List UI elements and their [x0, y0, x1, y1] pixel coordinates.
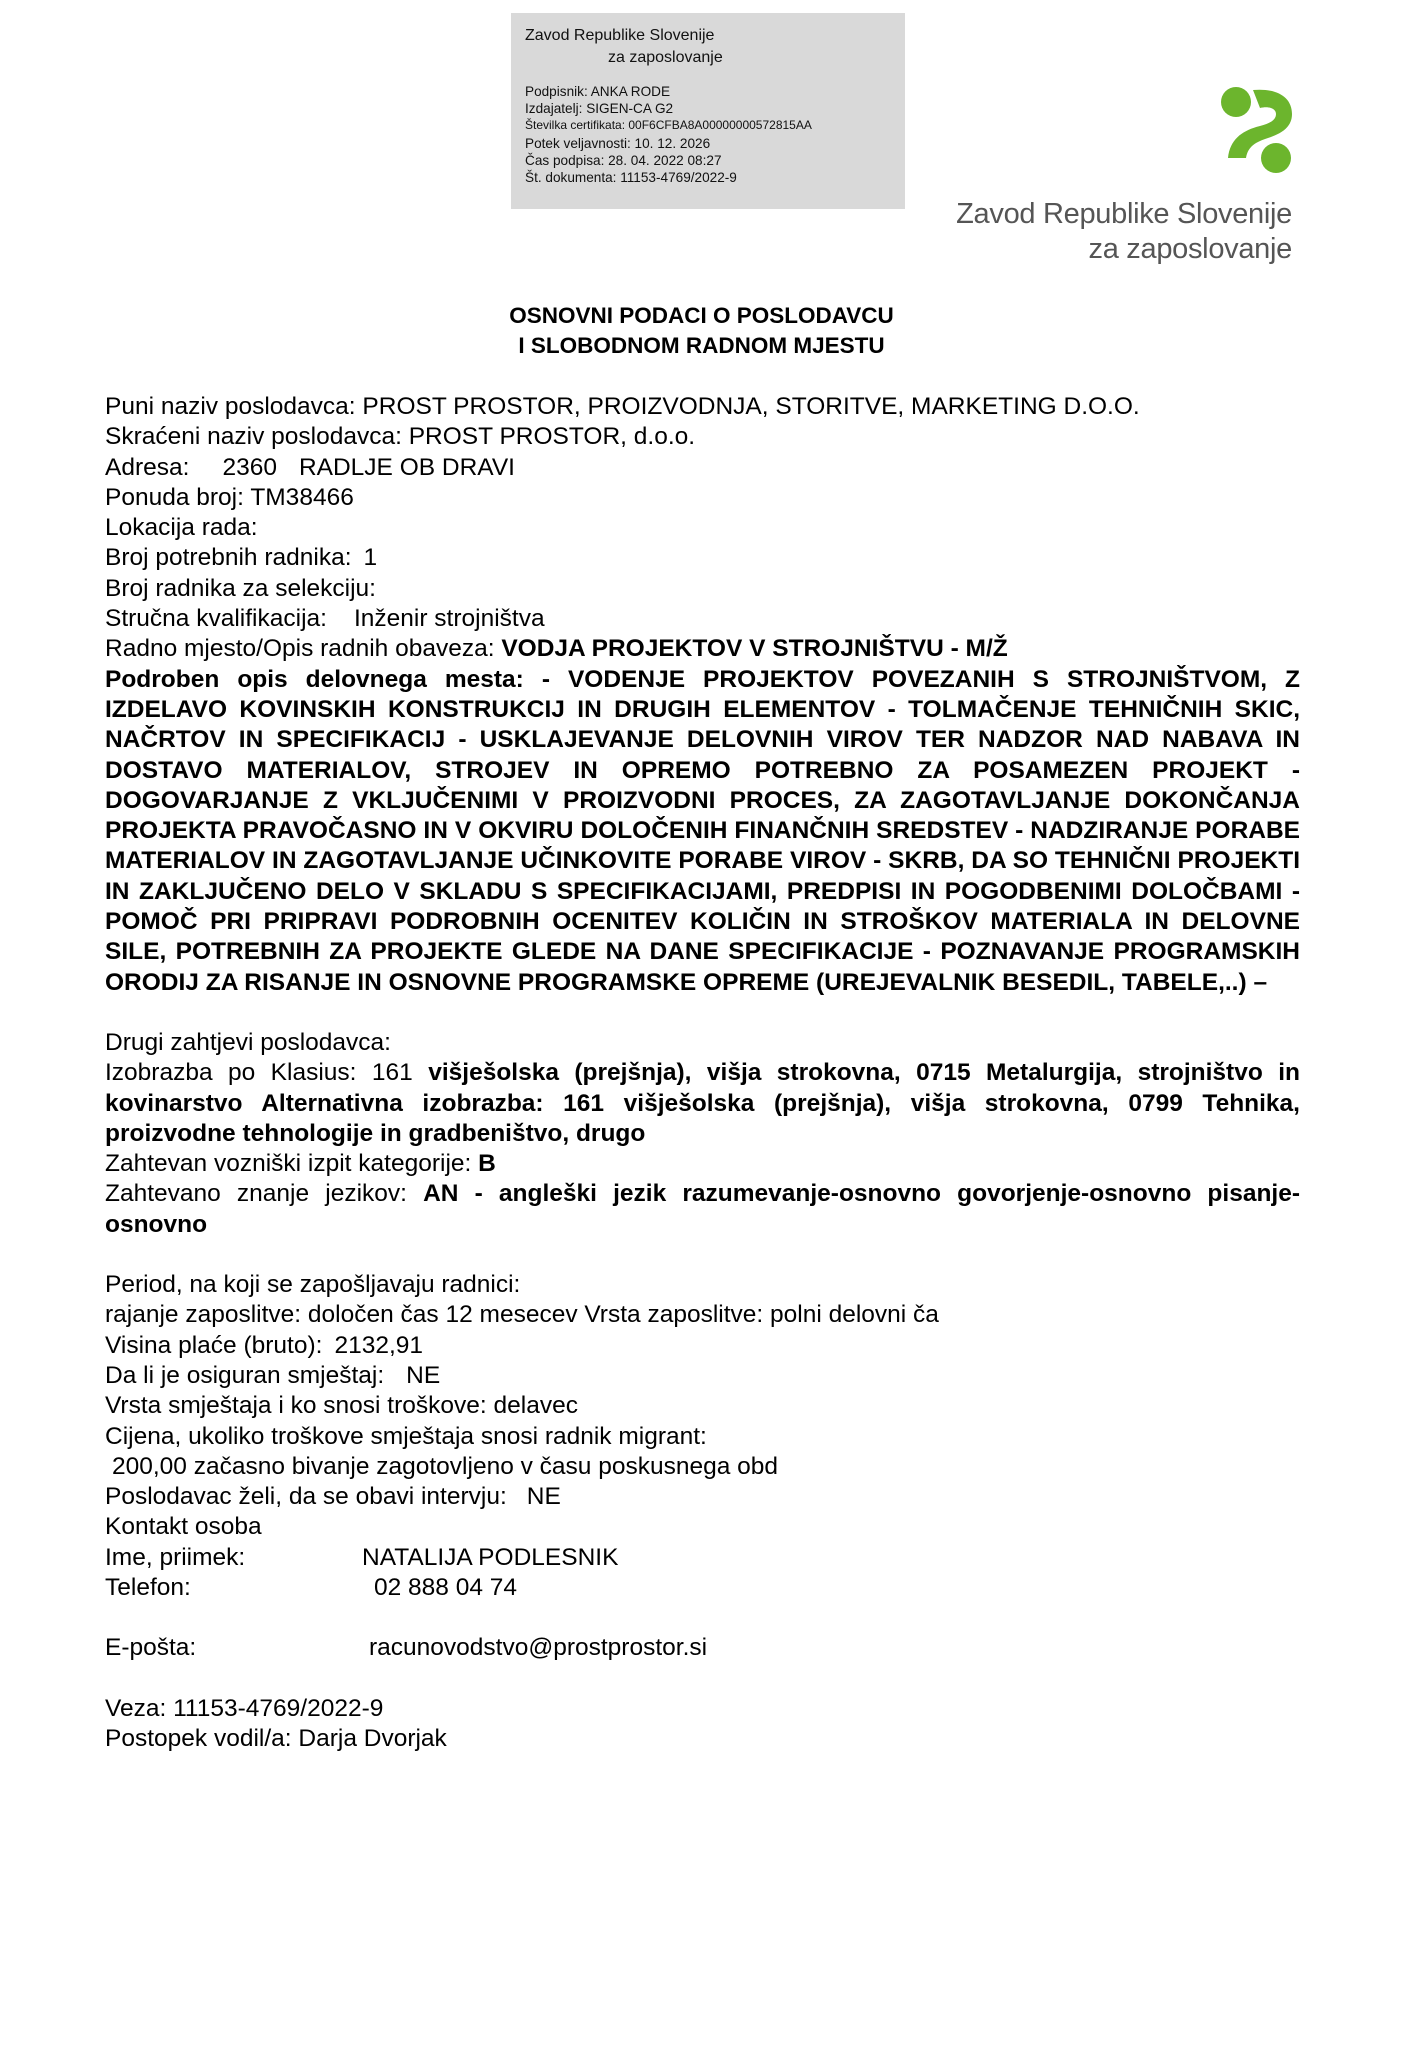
stamp-org-line1: Zavod Republike Slovenije	[525, 27, 715, 44]
qualification-value: Inženir strojništva	[353, 605, 545, 633]
contact-email-label: E-pošta:	[105, 1634, 197, 1662]
workers-selection-row	[105, 574, 1300, 604]
address-row	[105, 453, 1300, 483]
housing-type-value: delavec	[493, 1392, 578, 1420]
duration-row	[105, 1300, 1300, 1330]
education-block	[105, 1058, 1300, 1149]
position-label: Radno mjesto/Opis radnih obaveza:	[105, 635, 495, 663]
housing-value: NE	[406, 1361, 441, 1389]
stamp-signed-at: Čas podpisa: 28. 04. 2022 08:27	[525, 152, 722, 168]
position-value: VODJA PROJEKTOV V STROJNIŠTVU - M/Ž	[501, 635, 1008, 663]
housing-price-row	[105, 1452, 1300, 1482]
languages-block	[105, 1179, 1300, 1240]
contact-email-value[interactable]: racunovodstvo@prostprostor.si	[369, 1634, 708, 1662]
stamp-issuer: Izdajatelj: SIGEN-CA G2	[525, 101, 674, 117]
period-row	[105, 1270, 1300, 1300]
contact-name-row	[105, 1543, 1300, 1573]
zrss-logo-icon	[1220, 86, 1295, 174]
license-value: B	[478, 1150, 496, 1178]
short-name-row	[105, 422, 1300, 452]
stamp-details	[525, 83, 812, 186]
contact-name-label: Ime, priimek:	[105, 1543, 246, 1571]
housing-price-label-row	[105, 1422, 1300, 1452]
contact-phone-row	[105, 1573, 1300, 1603]
full-name-value: PROST PROSTOR, PROIZVODNJA, STORITVE, MARKETING D.O.O.	[362, 393, 1140, 420]
other-requirements-label: Drugi zahtjevi poslodavca:	[105, 1028, 391, 1056]
full-name-label: Puni naziv poslodavca:	[105, 393, 356, 420]
short-name-label: Skraćeni naziv poslodavca:	[105, 423, 402, 451]
qualification-row	[105, 604, 1300, 634]
address-label: Adresa:	[105, 453, 190, 481]
offer-value: TM38466	[250, 483, 354, 511]
location-label: Lokacija rada:	[105, 514, 258, 542]
contact-heading: Kontakt osoba	[105, 1513, 262, 1541]
stamp-document-no: Št. dokumenta: 11153-4769/2022-9	[525, 170, 737, 186]
contact-phone-value: 02 888 04 74	[374, 1573, 518, 1601]
reference-row: Veza: 11153-4769/2022-9	[105, 1694, 384, 1722]
workers-selection-label: Broj radnika za selekciju:	[105, 574, 376, 602]
short-name-value: PROST PROSTOR, d.o.o.	[408, 423, 696, 451]
job-description-label: Podroben opis delovnega mesta:	[105, 665, 524, 693]
job-description-text: - VODENJE PROJEKTOV POVEZANIH S STROJNIŠTVOM, Z IZDELAVO KOVINSKIH KONSTRUKCIJ IN DRUGIH ELEMENTOV - TOLMAČENJE TEHNIČNIH SKIC, NAČRTOV IN SPECIFIKACIJ - USKLAJEVANJE DELOVNIH VIROV TER NADZOR NAD NABAVA IN DOSTAVO MATERIALOV, STROJEV IN OPREMO POTREBNO ZA POSAMEZEN PROJEKT - DOGOVARJANJE Z VKLJUČENIMI V PROIZVODNI PROCES, ZA ZAGOTAVLJANJE DOKONČANJA PROJEKTA PRAVOČASNO IN V OKVIRU DOLOČENIH FINANČNIH SREDSTEV - NADZIRANJE PORABE MATERIALOV IN ZAGOTAVLJANJE UČINKOVITE PORABE VIROV - SKRB, DA SO TEHNIČNI PROJEKTI IN ZAKLJUČENO DELO V SKLADU S SPECIFIKACIJAMI, PREDPISI IN POGODBENIMI DOLOČBAMI - POMOČ PRI PRIPRAVI PODROBNIH OCENITEV KOLIČIN IN STROŠKOV MATERIALA IN DELOVNE SILE, POTREBNIH ZA PROJEKTE GLEDE NA DANE SPECIFIKACIJE - POZNAVANJE PROGRAMSKIH ORODIJ ZA RISANJE IN OSNOVNE PROGRAMSKE OPREME (UREJEVALNIK BESEDIL, TABELE,..) –	[105, 665, 1301, 996]
stamp-certificate: Številka certifikata: 00F6CFBA8A00000000572815AA	[525, 118, 812, 133]
interview-row	[105, 1482, 1300, 1512]
address-city: RADLJE OB DRAVI	[298, 453, 515, 481]
salary-label: Visina plaće (bruto):	[105, 1331, 323, 1359]
housing-label: Da li je osiguran smještaj:	[105, 1361, 385, 1389]
housing-type-row	[105, 1391, 1300, 1421]
license-label: Zahtevan vozniški izpit kategorije:	[105, 1150, 472, 1178]
stamp-signer: Podpisnik: ANKA RODE	[525, 84, 671, 99]
address-postcode: 2360	[222, 453, 277, 481]
full-name-row	[105, 392, 1300, 422]
education-label: Izobrazba po Klasius:	[105, 1059, 357, 1087]
housing-row	[105, 1361, 1300, 1391]
period-label: Period, na koji se zapošljavaju radnici:	[105, 1271, 521, 1299]
qualification-label: Stručna kvalifikacija:	[105, 605, 327, 633]
languages-value: AN - angleški jezik razumevanje-osnovno govorjenje-osnovno pisanje-osnovno	[105, 1180, 1301, 1238]
contact-phone-label: Telefon:	[105, 1573, 191, 1601]
brand-name-line1: Zavod Republike Slovenije	[956, 198, 1292, 230]
offer-label: Ponuda broj:	[105, 483, 244, 511]
position-row	[105, 634, 1300, 664]
location-row	[105, 513, 1300, 543]
interview-label: Poslodavac želi, da se obavi intervju:	[105, 1483, 507, 1511]
other-requirements-row	[105, 1028, 1300, 1058]
contact-email-row	[105, 1633, 1300, 1663]
offer-row	[105, 483, 1300, 513]
stamp-org-line2: za zaposlovanje	[608, 49, 723, 66]
housing-price-label: Cijena, ukoliko troškove smještaja snosi radnik migrant:	[105, 1422, 707, 1450]
handled-by-row: Postopek vodil/a: Darja Dvorjak	[105, 1724, 447, 1752]
salary-value: 2132,91	[334, 1331, 423, 1359]
interview-value: NE	[526, 1483, 561, 1511]
workers-needed-row	[105, 543, 1300, 573]
languages-label: Zahtevano znanje jezikov:	[105, 1180, 407, 1208]
salary-row	[105, 1331, 1300, 1361]
education-value: višješolska (prejšnja), višja strokovna, 0715 Metalurgija, strojništvo in kovinarstvo Alternativna izobrazba: 161 višješolska (prejšnja), višja strokovna, 0799 Tehnika, proizvodne tehnologije in gradbeništvo, drugo	[105, 1059, 1300, 1147]
job-description	[105, 665, 1300, 998]
housing-type-label: Vrsta smještaja i ko snosi troškove:	[105, 1392, 487, 1420]
stamp-validity: Potek veljavnosti: 10. 12. 2026	[525, 135, 711, 151]
education-code: 161	[371, 1059, 413, 1087]
workers-needed-value: 1	[363, 544, 378, 572]
signature-stamp	[511, 13, 905, 209]
contact-name-value: NATALIJA PODLESNIK	[362, 1543, 619, 1571]
license-row	[105, 1149, 1300, 1179]
duration-value: rajanje zaposlitve: določen čas 12 mesecev Vrsta zaposlitve: polni delovni ča	[105, 1301, 939, 1329]
workers-needed-label: Broj potrebnih radnika:	[105, 544, 352, 572]
brand-name-line2: za zaposlovanje	[1088, 233, 1292, 265]
housing-price-value: 200,00 začasno bivanje zagotovljeno v času poskusnega obd	[112, 1452, 779, 1480]
document-title-line1: OSNOVNI PODACI O POSLODAVCU	[509, 303, 894, 328]
document-title-line2: I SLOBODNOM RADNOM MJESTU	[518, 333, 885, 358]
document-body	[105, 392, 1300, 1754]
